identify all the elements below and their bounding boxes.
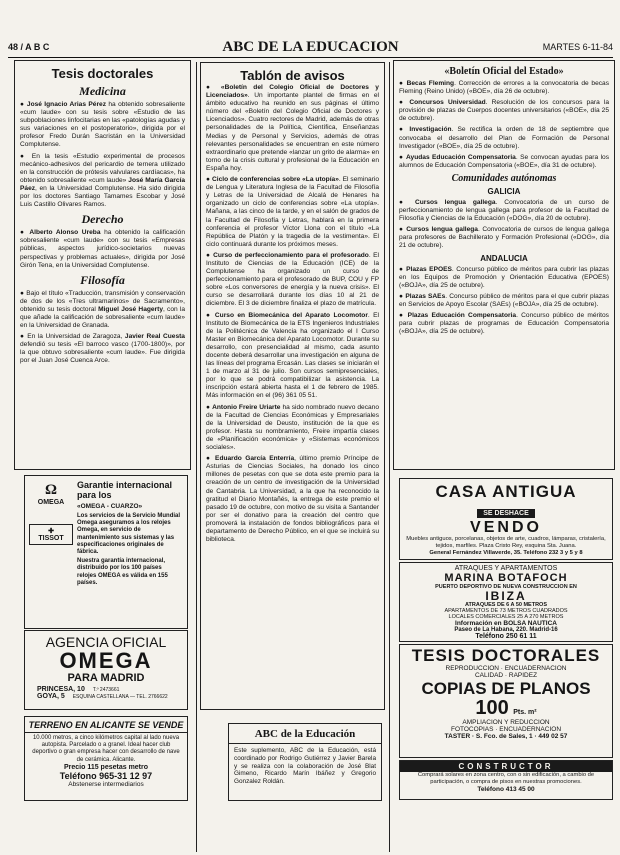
casa-big: VENDO [470, 519, 542, 536]
agency-phone-1: T.º 2473661 [92, 687, 120, 693]
marina-botafoch-ad [399, 562, 613, 642]
bulletin-title: «Boletín Oficial del Estado» [444, 66, 564, 77]
philosophy-entry-2: ● En la Universidad de Zaragoza, Javier Real Cuesta defendió su tesis «El barroco vasco (1700-1800)», por la que obtuvo sobresaliente «cum laude». Fue dirigida por el Juan José Cuenca Arce. [20, 333, 185, 365]
abc-education-body: Este suplemento, ABC de la Educación, está coordinado por Rodrigo Gutiérrez y Javier Barela y se realiza con la colaboración de José Blat Gimeno, Ricardo Marín Ibáñez y Gregorio Gonzalez Roldán. [234, 747, 376, 786]
medicine-entry-1: ● José Ignacio Arias Pérez ha obtenido sobresaliente «cum laude» con su tesis sobre «Estudio de las subpoblaciones linfocitarias en las «patologías agudas y sus variaciones en el postoperatorio», dirigida por el profesor Fredo Durán Sacristán en la Universidad Complutense. [20, 101, 185, 149]
bulletin-item-1: ● Becas Fleming. Corrección de errores a la convocatoria de becas Fleming (Reino Unido) («BOE», día 26 de octubre). [399, 80, 609, 96]
marina-line-6: APARTAMENTOS DE 73 METROS CUADRADOS [444, 608, 568, 614]
marina-line-10: Teléfono 250 61 11 [475, 633, 537, 640]
guarantee-body: Los servicios de la Servicio Mundial Omega aseguramos a los relojes Omega, en servicio de mantenimiento sus sistemas y las especificaciones originales de fábrica. [77, 513, 181, 556]
guarantee-title: Garantie internacional para los [77, 480, 173, 500]
thesis-box [14, 60, 191, 470]
thesis-ad-line-5: TASTER · S. Fco. de Sales, 1 · 449 02 57 [444, 733, 568, 740]
marina-line-9: Paseo de La Habana, 220. Madrid-16 [454, 627, 558, 633]
official-bulletin-column [393, 60, 615, 470]
notice-item-5: ● Antonio Freire Uriarte ha sido nombrado nuevo decano de la Facultad de Ciencias Económicas y Empresariales de la Universidad de Deusto, institución de la que es profesor. Hasta su nombramiento, Freire impartía clases de «Planificación económica» y «Sistemas económicos sociales». [206, 403, 379, 452]
thesis-ad-line-2: CALIDAD · RAPIDEZ [474, 672, 538, 679]
agency-line-2: OMEGA [59, 648, 153, 673]
casa-antigua-ad [399, 478, 613, 560]
alicante-phone: Teléfono 965-31 12 97 [59, 770, 153, 781]
autonomous-communities-heading: Comunidades autónomas [451, 172, 557, 184]
alicante-body: 10.000 metros, a cinco kilómetros capital al lado nueva autopista. Parcelado o a granel. Ideal hacer club deportivo o gran empresa hacer con desarrollo de nave de cerámica. Alicante. [32, 735, 180, 763]
medicine-heading: Medicina [79, 84, 126, 98]
thesis-ad-line-3: AMPLIACION Y REDUCCION [462, 719, 550, 726]
notice-item-4: ● Curso en Biomecánica del Aparato Locomotor. El Instituto de Biomecánica de la ETS Ingenieros Industriales de la Politécnica de Valencia ha organizado el I Curso Master en Biomecánica del Aparato Locomotor. Durante su desarrollo, con presencialidad al mismo, cada asunto docente deberá desarrollar una investigación en alguna de las líneas del programa Ercasán. Las clases se iniciarán el 1 de marzo al 31 de julio. Son cursos semipresenciales, por lo que se podrá compatibilizar la asistencia. La inscripción estará abierta hasta el 1 de febrero de 1985. Más información en el (96) 361 05 51. [206, 311, 379, 400]
notice-item-3: ● Curso de perfeccionamiento para el profesorado. El Instituto de Ciencias de la Educación (ICE) de la Complutense ha organizado un curso de perfeccionamiento para el profesorado de BUP, COU y FP sobre «Los conversores de energía y la nueva crisis». El curso se desarrollará durante los días 10 al 21 de diciembre. El 3 de diciembre finaliza el plazo de matrícula. [206, 251, 379, 308]
agency-line-3: PARA MADRID [67, 672, 145, 684]
galicia-item-2: ● Cursos lengua gallega. Convocatoria de cursos de lengua gallega para profesores de Bachillerato y Formación Profesional («DOG», día 21 de octubre). [399, 226, 609, 250]
issue-date: MARTES 6-11-84 [542, 42, 613, 52]
constructor-body: Comprará solares en zona centro, con o sin edificación, a cambio de participación, o compra de pisos en nuestras promociones. [417, 772, 595, 785]
marina-line-4: IBIZA [485, 589, 527, 603]
marina-line-1: ATRAQUES Y APARTAMENTOS [454, 565, 558, 572]
section-title: ABC DE LA EDUCACION [222, 39, 399, 55]
constructor-title: CONSTRUCTOR [400, 761, 612, 772]
thesis-ad-line-4: FOTOCOPIAS · ENCUADERNACION [450, 726, 562, 733]
casa-address: General Fernández Villaverde, 35. Teléfono 232 3 y 5 y 8 [429, 550, 583, 556]
andalucia-item-1: ● Plazas EPOES. Concurso público de méritos para cubrir las plazas en los Equipos de Promoción y Orientación Educativa (EPOES) («BOJA», día 25 de octubre). [399, 265, 609, 289]
philosophy-heading: Filosofía [80, 272, 125, 287]
marina-line-5: ATRAQUES DE 6 A 50 METROS [464, 602, 547, 608]
tissot-logo: ✚ TISSOT [29, 524, 73, 545]
notice-board-title: Tablón de avisos [240, 68, 345, 83]
omega-guarantee-ad [24, 475, 188, 629]
constructor-ad [399, 760, 613, 800]
notice-item-2: ● Ciclo de conferencias sobre «La utopía». El seminario de Lengua y Literatura Inglesa de la Facultad de Filosofía y Letras de la Universidad de Alcalá de Henares ha organizado un ciclo de conferencias sobre «La utopía». Mañana, a las cinco de la tarde, y en el salón de grados de la Facultad de Filosofía y Letras, hablará en la primera conferencia el profesor Víctor Llona con el título «La República de Platón y la tragedia de la vestimenta». El ciclo continuará durante los próximos meses. [206, 176, 379, 248]
thesis-title: Tesis doctorales [51, 66, 154, 81]
thesis-ad-title: TESIS DOCTORALES [411, 646, 601, 665]
marina-line-7: LOCALES COMERCIALES 25 A 270 METROS [448, 614, 564, 620]
constructor-phone: Teléfono 413 45 00 [477, 785, 535, 793]
casa-subtitle: SE DESHACE [477, 509, 535, 518]
thesis-column [14, 60, 191, 470]
marina-line-3: PUERTO DEPORTIVO DE NUEVA CONSTRUCCION EN [435, 584, 577, 590]
notice-board-box [200, 62, 385, 710]
official-bulletin-box [393, 60, 615, 470]
bulletin-item-3: ● Investigación. Se rectifica la orden de 18 de septiembre que convocaba el desarrollo del Plan de Formación de Personal Investigador («BOE», día 25 de octubre). [399, 126, 609, 150]
casa-body: Muebles antiguos, porcelanas, objetos de arte, cuadros, lámparas, cristalería, tejidos, marfiles. Plaza Cristo Rey, esquina Sta. Juana. [406, 536, 606, 549]
column-rule-1 [196, 62, 197, 852]
agency-note-2: ESQUINA CASTELLANA — TEL. 2766622 [72, 694, 168, 700]
guarantee-brand: «OMEGA - CUARZO» [77, 503, 143, 510]
abc-education-box [228, 723, 382, 801]
medicine-entry-2: ● En la tesis «Estudio experimental de procesos mecánico-adhesivos del pericardio de ternera utilizado en la construcción de prótesis valvulares cardíacas», ha obtenido sobresaliente «cum laude» José María García Páez, en la Universidad Complutense. Ha sido dirigida por los doctores Santiago Tamames Escobar y José Luis Castillo Olivares Ramos. [20, 152, 185, 209]
galicia-item-1: ● Cursos lengua gallega. Convocatoria de un curso de perfeccionamiento de lengua gallega para profesor de la Facultad de Filosofía y Ciencias de la Educación («DOG», día 20 de octubre). [399, 198, 609, 223]
philosophy-entry-1: ● Bajo el título «Traducción, transmisión y conservación de dos de los «Tres ultramarinos» de Sacramento», obtenido su tesis doctoral Miguel José Hagerty, con la que añade la calificación de sobresaliente «cum laude» en la Universidad de Granada. [20, 289, 185, 330]
notice-board-column [200, 62, 385, 710]
alicante-price: Precio 115 pesetas metro [63, 763, 149, 771]
alicante-land-ad [24, 716, 188, 801]
thesis-ad-price-unit: Pts. m² [513, 709, 537, 716]
page-header [8, 39, 613, 58]
andalucia-item-2: ● Plazas SAEs. Concurso público de méritos para el que cubrir plazas en Servicios de Apoyo Escolar (SAEs) («BOJA», día 25 de octubre). [399, 292, 609, 308]
thesis-copies-ad [399, 644, 613, 758]
agency-line-1: AGENCIA OFICIAL [45, 634, 167, 650]
column-rule-2 [389, 62, 390, 852]
omega-logo-icon: Ω [44, 482, 57, 498]
abc-education-title: ABC de la Educación [229, 728, 381, 744]
tissot-cross-icon: ✚ [48, 528, 54, 535]
notice-item-1: ● «Boletín del Colegio Oficial de Doctores y Licenciados». Un importante plantel de firmas en el ámbito educativo ha reunido en sus páginas el último número del «Boletín del Colegio Oficial de Doctores y Licenciados». Cuatro rectores de Madrid, además de otras personalidades de la Política, Científica, Enseñanzas Medias y de Personal y Servicios, además de otras relevantes personalidades se encuentran en este número extraordinario que pretende «lanzar un grito de alarma» en torno de la crisis cultural y profesional de la Educación en España hoy. [206, 84, 379, 172]
thesis-ad-line-1: REPRODUCCION · ENCUADERNACION [445, 665, 567, 672]
bulletin-item-2: ● Concursos Universidad. Resolución de los concursos para la provisión de plazas de Cuerpos docentes universitarios («BOE», día 25 de octubre). [399, 99, 610, 123]
law-entry-1: ● Alberto Alonso Ureba ha obtenido la calificación sobresaliente «cum laude» con su tesis «Empresas públicas, aspectos jurídico-societarios nuevas perspectivas y problemas actuales», dirigida por José Girón Tena, en la Universidad Complutense. [20, 229, 185, 269]
alicante-title: TERRENO EN ALICANTE SE VENDE [25, 720, 187, 733]
galicia-heading: GALICIA [487, 186, 521, 196]
alicante-note: Abstenerse intermediarios [68, 780, 144, 788]
thesis-ad-price-row [400, 698, 612, 719]
agency-address-1: PRINCESA, 10 [37, 686, 85, 693]
law-heading: Derecho [81, 212, 124, 227]
omega-agency-ad [24, 630, 188, 710]
thesis-ad-banner: COPIAS DE PLANOS [421, 679, 591, 698]
omega-logo-text: OMEGA [37, 499, 65, 506]
marina-line-8: Información en BOLSA NAUTICA [455, 620, 557, 627]
notice-item-6: ● Eduardo García Enterría, último premio Príncipe de Asturias de Ciencias Sociales, ha donado los cinco millones de pesetas con que se dota este premio para la creación de un centro de investigación de la Universidad de Cantabria. La Universidad, a la que ha reconocido la gratitud el Diario Montañés, la entrega de este premio el pasado 19 de octubre, con motivo de su visita a Santander por ser el donativo para la creación del centro que promoverá la instalación de fondos bibliográficos para el departamento de Derecho Público, en el que se incluirá su biblioteca. [206, 455, 379, 544]
andalucia-item-3: ● Plazas Educación Compensatoria. Concurso público de méritos para cubrir plazas de programas de Educación Compensatoria («BOJA», día 25 de octubre). [399, 311, 609, 336]
page-number: 48 / A B C [8, 42, 50, 52]
thesis-ad-price: 100 [475, 697, 509, 719]
casa-title: CASA ANTIGUA [435, 482, 577, 501]
bulletin-item-4: ● Ayudas Educación Compensatoria. Se convocan ayudas para los alumnos de Educación Compensatoria («BOE», día 31 de octubre). [399, 153, 610, 169]
agency-address-2: GOYA, 5 [37, 693, 65, 700]
guarantee-body-2: Nuestra garantía internacional, distribuido por los 100 países relojes OMEGA es válida en 155 países. [77, 558, 168, 586]
andalucia-heading: ANDALUCIA [480, 253, 528, 263]
marina-line-2: MARINA BOTAFOCH [444, 572, 568, 584]
